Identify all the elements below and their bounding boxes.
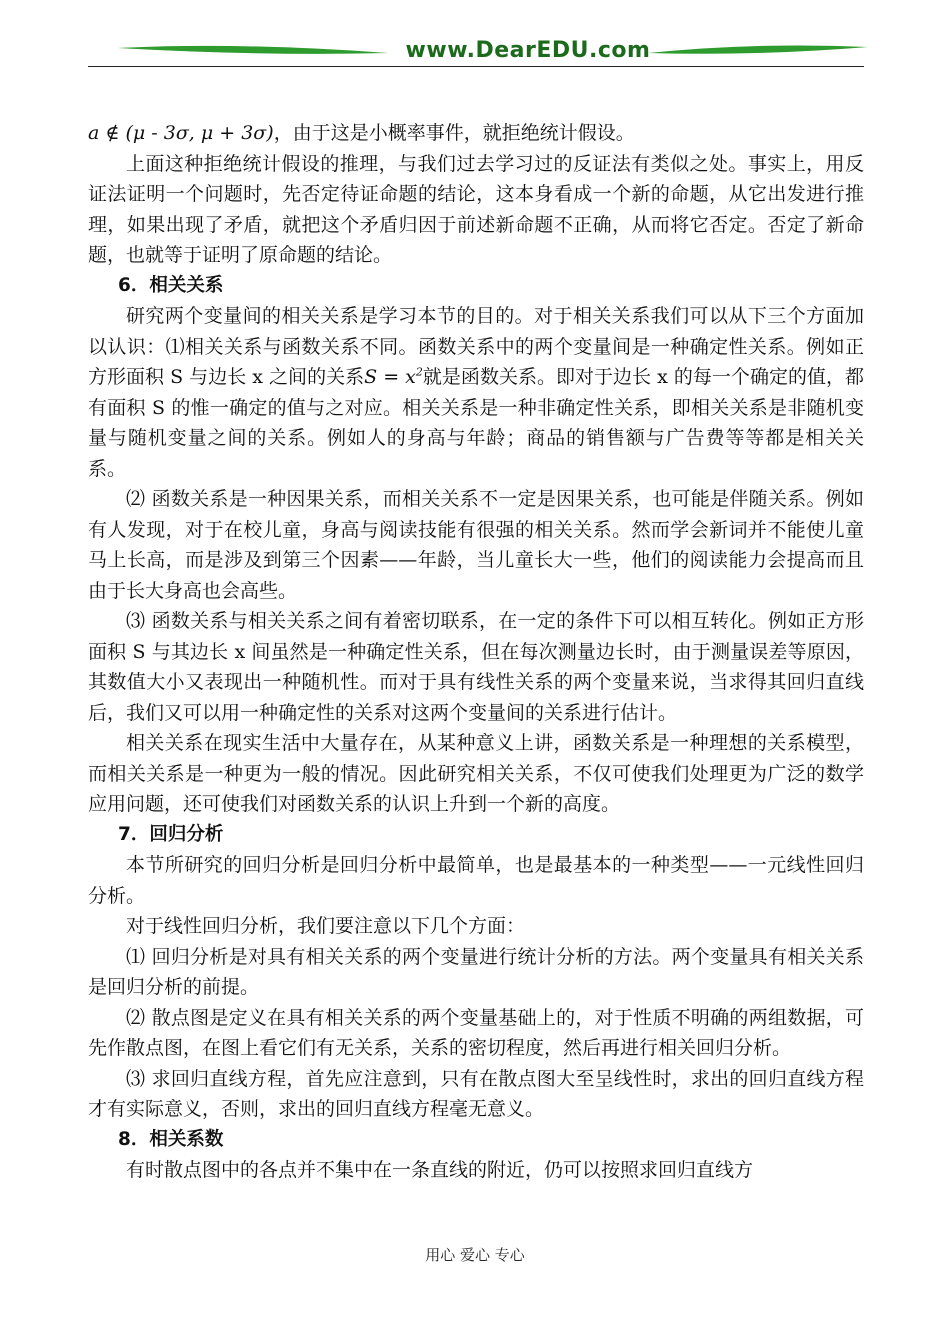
paragraph: ⑵ 散点图是定义在具有相关关系的两个变量基础上的，对于性质不明确的两组数据，可先作散点图，在图上看它们有无关系，关系的密切程度，然后再进行相关回归分析。 [88,1006,864,1059]
paragraph: ⑶ 函数关系与相关关系之间有着密切联系，在一定的条件下可以相互转化。例如正方形面积 S 与其边长 x 间虽然是一种确定性关系，但在每次测量边长时，由于测量误差等原因，其数值大小又表现出一种随机性。而对于具有线性关系的两个变量来说，当求得其回归直线后，我们又可以用一种确定性的关系对这两个变量间的关系进行估计。 [88,610,864,724]
paragraph: 相关关系在现实生活中大量存在，从某种意义上讲，函数关系是一种理想的关系模型，而相关关系是一种更为一般的情况。因此研究相关关系，不仅可使我们处理更为广泛的数学应用问题，还可使我们对函数关系的认识上升到一个新的高度。 [88,732,864,815]
section-heading-8: 8．相关系数 [118,1128,224,1150]
paragraph: 有时散点图中的各点并不集中在一条直线的附近，仍可以按照求回归直线方 [126,1159,754,1181]
section-heading-7: 7．回归分析 [118,823,224,845]
interval-formula: a ∉ (μ - 3σ, μ + 3σ) [88,122,274,144]
paragraph-text: ，由于这是小概率事件，就拒绝统计假设。 [273,122,635,144]
page-footer: 用心 爱心 专心 [425,1246,525,1264]
area-formula: $S = x^2$ [364,365,423,388]
paragraph: 研究两个变量间的相关关系是学习本节的目的。对于相关关系我们可以从下三个方面加以认识：⑴相关关系与函数关系不同。函数关系中的两个变量间是一种确定性关系。例如正方形面积 S 与边长 x 之间的关系$S = x^2$就是函数关系。即对于边长 x 的每一个确定的值，都有面积 S 的惟一确定的值与之对应。相关关系是一种非确定性关系，即相关关系是非随机变量与随机变量之间的关系。例如人的身高与年龄；商品的销售额与广告费等等都是相关关系。 [88,305,865,480]
paragraph: ⑵ 函数关系是一种因果关系，而相关关系不一定是因果关系，也可能是伴随关系。例如有人发现，对于在校儿童，身高与阅读技能有很强的相关关系。然而学会新词并不能使儿童马上长高，而是涉及到第三个因素——年龄，当儿童长大一些，他们的阅读能力会提高而且由于长大身高也会高些。 [88,488,864,602]
section-heading-6: 6．相关关系 [118,274,224,296]
header-rule [88,66,864,67]
paragraph: ⑶ 求回归直线方程，首先应注意到，只有在散点图大至呈线性时，求出的回归直线方程才有实际意义，否则，求出的回归直线方程毫无意义。 [88,1067,864,1120]
paragraph: 本节所研究的回归分析是回归分析中最简单，也是最基本的一种类型——一元线性回归分析。 [88,854,864,907]
paragraph: 上面这种拒绝统计假设的推理，与我们过去学习过的反证法有类似之处。事实上，用反证法证明一个问题时，先否定待证命题的结论，这本身看成一个新的命题，从它出发进行推理，如果出现了矛盾，就把这个矛盾归因于前述新命题不正确，从而将它否定。否定了新命题，也就等于证明了原命题的结论。 [88,152,864,266]
left-swoosh-decoration [118,44,388,58]
paragraph-formula-line [88,118,864,149]
right-swoosh-decoration [648,44,868,58]
paragraph: ⑴ 回归分析是对具有相关关系的两个变量进行统计分析的方法。两个变量具有相关关系是回归分析的前提。 [88,945,864,998]
site-logo-text: www.DearEDU.com [405,38,651,63]
paragraph: 对于线性回归分析，我们要注意以下几个方面： [126,915,526,937]
document-body [88,118,864,1186]
page-header [88,36,864,72]
